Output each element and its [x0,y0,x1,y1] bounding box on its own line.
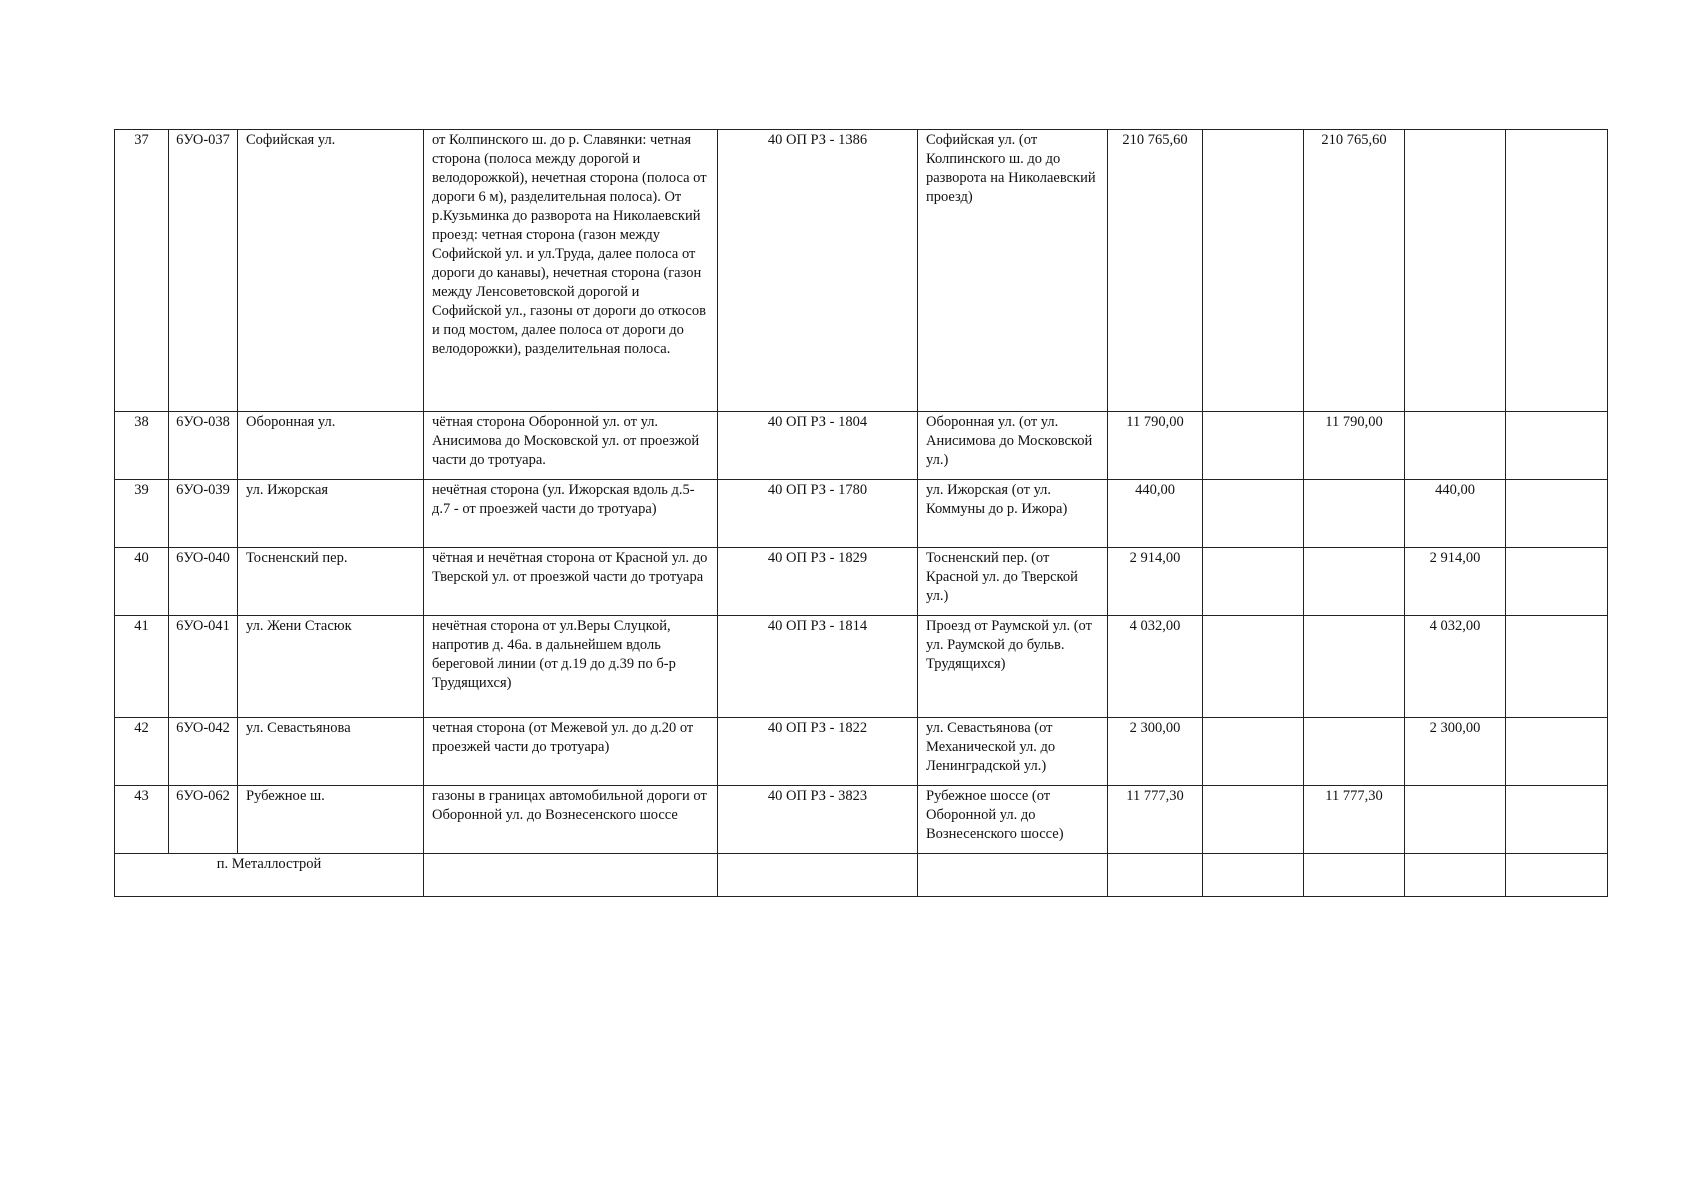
area-description: от Колпинского ш. до р. Славянки: четная сторона (полоса между дорогой и велодорожкой), нечетная сторона (полоса от дороги 6 м), разделительная полоса). От р.Кузьминка до разворота на Николаевский проезд: четная сторона (газон между Софийской ул. и ул.Труда, далее полоса от дороги до канавы), нечетная сторона (газон между Ленсоветовской дорогой и Софийской ул., газоны от дороги до откосов и под мостом, далее полоса от дороги до велодорожки), разделительная полоса. [424,130,718,412]
area-col-10 [1405,412,1506,480]
total-area: 11 777,30 [1108,786,1203,854]
area-col-9: 11 777,30 [1304,786,1405,854]
area-col-8 [1203,480,1304,548]
table-row [115,130,1608,412]
area-col-9 [1304,548,1405,616]
area-col-10: 4 032,00 [1405,616,1506,718]
table-cell [718,854,918,897]
table-row [115,548,1608,616]
road-name: Проезд от Раумской ул. (от ул. Раумской до бульв. Трудящихся) [918,616,1108,718]
object-code: 6УО-039 [169,480,238,548]
total-area: 4 032,00 [1108,616,1203,718]
area-col-8 [1203,412,1304,480]
row-number: 41 [115,616,169,718]
street-name: Тосненский пер. [238,548,424,616]
road-name: Софийская ул. (от Колпинского ш. до до разворота на Николаевский проезд) [918,130,1108,412]
road-name: Тосненский пер. (от Красной ул. до Тверской ул.) [918,548,1108,616]
area-description: четная сторона (от Межевой ул. до д.20 от проезжей части до тротуара) [424,718,718,786]
table-body [115,130,1608,854]
area-col-10 [1405,130,1506,412]
area-col-8 [1203,616,1304,718]
road-id: 40 ОП РЗ - 1829 [718,548,918,616]
total-area: 210 765,60 [1108,130,1203,412]
area-col-10: 2 914,00 [1405,548,1506,616]
row-number: 39 [115,480,169,548]
road-id: 40 ОП РЗ - 1386 [718,130,918,412]
street-name: Софийская ул. [238,130,424,412]
table-cell [1304,854,1405,897]
street-name: Рубежное ш. [238,786,424,854]
row-number: 38 [115,412,169,480]
area-col-8 [1203,718,1304,786]
table-cell [1108,854,1203,897]
area-col-8 [1203,130,1304,412]
area-col-8 [1203,548,1304,616]
area-col-9: 210 765,60 [1304,130,1405,412]
table-cell [1203,854,1304,897]
total-area: 11 790,00 [1108,412,1203,480]
road-id: 40 ОП РЗ - 3823 [718,786,918,854]
object-code: 6УО-041 [169,616,238,718]
total-area: 2 300,00 [1108,718,1203,786]
area-col-10: 440,00 [1405,480,1506,548]
area-col-11 [1506,786,1608,854]
table-row [115,480,1608,548]
total-area: 2 914,00 [1108,548,1203,616]
row-number: 40 [115,548,169,616]
area-description: нечётная сторона от ул.Веры Слуцкой, напротив д. 46а. в дальнейшем вдоль береговой линии (от д.19 до д.39 по б-р Трудящихся) [424,616,718,718]
area-description: газоны в границах автомобильной дороги от Оборонной ул. до Вознесенского шоссе [424,786,718,854]
table-row [115,786,1608,854]
road-name: ул. Севастьянова (от Механической ул. до Ленинградской ул.) [918,718,1108,786]
area-col-10 [1405,786,1506,854]
area-col-11 [1506,480,1608,548]
road-id: 40 ОП РЗ - 1822 [718,718,918,786]
area-col-9: 11 790,00 [1304,412,1405,480]
object-code: 6УО-040 [169,548,238,616]
area-col-9 [1304,480,1405,548]
table-cell [1506,854,1608,897]
road-name: Оборонная ул. (от ул. Анисимова до Московской ул.) [918,412,1108,480]
row-number: 42 [115,718,169,786]
object-code: 6УО-038 [169,412,238,480]
table-row [115,718,1608,786]
area-col-11 [1506,616,1608,718]
area-col-11 [1506,412,1608,480]
area-col-9 [1304,718,1405,786]
object-code: 6УО-062 [169,786,238,854]
area-description: нечётная сторона (ул. Ижорская вдоль д.5-д.7 - от проезжей части до тротуара) [424,480,718,548]
area-col-9 [1304,616,1405,718]
area-col-11 [1506,718,1608,786]
table-cell [424,854,718,897]
object-code: 6УО-042 [169,718,238,786]
road-id: 40 ОП РЗ - 1804 [718,412,918,480]
area-description: чётная сторона Оборонной ул. от ул. Анисимова до Московской ул. от проезжой части до тротуара. [424,412,718,480]
street-name: Оборонная ул. [238,412,424,480]
settlement-label: п. Металлострой [115,854,424,897]
table-cell [1405,854,1506,897]
footer-row [115,854,1608,897]
road-name: ул. Ижорская (от ул. Коммуны до р. Ижора) [918,480,1108,548]
total-area: 440,00 [1108,480,1203,548]
row-number: 43 [115,786,169,854]
street-name: ул. Севастьянова [238,718,424,786]
street-name: ул. Ижорская [238,480,424,548]
road-name: Рубежное шоссе (от Оборонной ул. до Вознесенского шоссе) [918,786,1108,854]
area-col-11 [1506,548,1608,616]
area-col-8 [1203,786,1304,854]
street-name: ул. Жени Стасюк [238,616,424,718]
table-cell [918,854,1108,897]
table-row [115,616,1608,718]
registry-table [114,129,1608,897]
object-code: 6УО-037 [169,130,238,412]
area-col-11 [1506,130,1608,412]
table-row [115,412,1608,480]
area-col-10: 2 300,00 [1405,718,1506,786]
area-description: чётная и нечётная сторона от Красной ул. до Тверской ул. от проезжой части до тротуара [424,548,718,616]
row-number: 37 [115,130,169,412]
road-id: 40 ОП РЗ - 1780 [718,480,918,548]
road-id: 40 ОП РЗ - 1814 [718,616,918,718]
